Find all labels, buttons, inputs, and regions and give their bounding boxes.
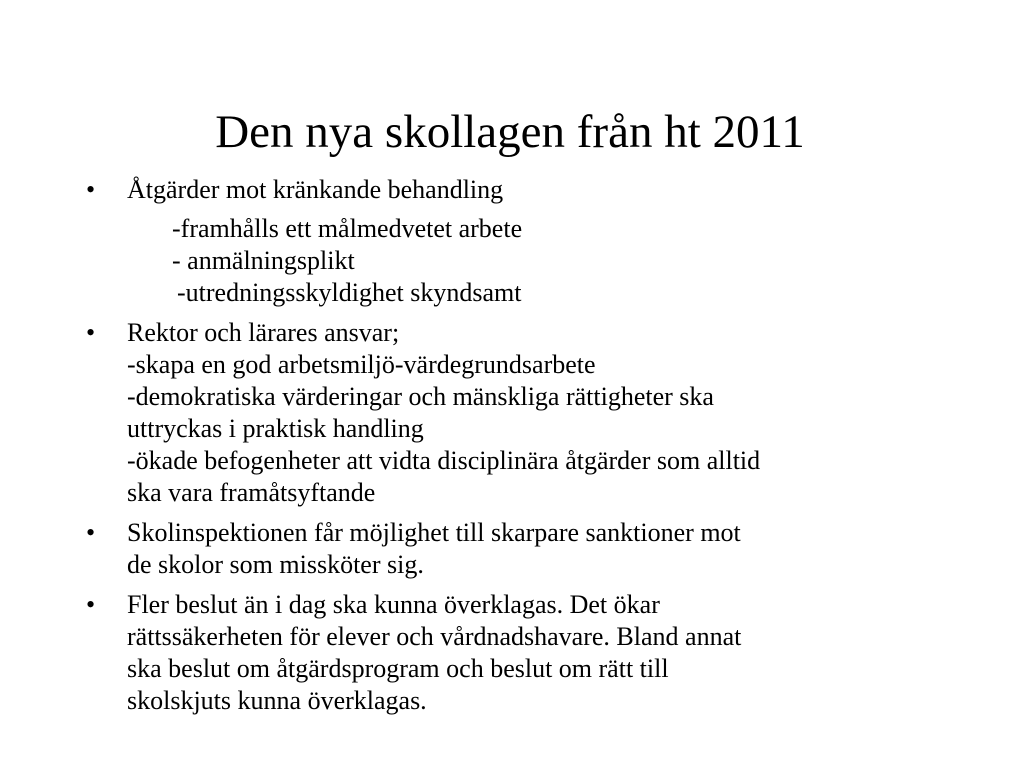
bullet-line: -demokratiska värderingar och mänskliga rättigheter ska xyxy=(127,382,714,411)
bullet-line: ska beslut om åtgärdsprogram och beslut om rätt till xyxy=(127,654,669,683)
bullet-line: -ökade befogenheter att vidta disciplinära åtgärder som alltid xyxy=(127,446,761,475)
bullet-line: uttryckas i praktisk handling xyxy=(127,414,424,443)
bullet-line: Fler beslut än i dag ska kunna överklagas. Det ökar xyxy=(127,590,660,619)
bullet-dot-icon: • xyxy=(86,518,96,547)
bullet-item-overklagas xyxy=(86,589,946,717)
bullet-line: -skapa en god arbetsmiljö-värdegrundsarbete xyxy=(127,350,596,379)
sub-line: -framhålls ett målmedvetet arbete xyxy=(172,214,523,243)
sub-line: - anmälningsplikt xyxy=(172,246,355,275)
bullet-dot-icon: • xyxy=(86,590,96,619)
bullet-dot-icon: • xyxy=(86,318,96,347)
bullet-line: ska vara framåtsyftande xyxy=(127,478,376,507)
bullet-item-rektor xyxy=(86,317,946,509)
bullet-item-skolinspektionen xyxy=(86,517,946,581)
sub-line: -utredningsskyldighet skyndsamt xyxy=(177,278,522,307)
bullet-line: skolskjuts kunna överklagas. xyxy=(127,686,427,715)
bullet-line: de skolor som missköter sig. xyxy=(127,550,424,579)
bullet-line: Rektor och lärares ansvar; xyxy=(127,318,400,347)
bullet-text xyxy=(127,517,946,581)
bullet-text xyxy=(127,174,946,309)
bullet-line: rättssäkerheten för elever och vårdnadshavare. Bland annat xyxy=(127,622,742,651)
bullet-line: Skolinspektionen får möjlighet till skarpare sanktioner mot xyxy=(127,518,741,547)
slide-title: Den nya skollagen från ht 2011 xyxy=(215,106,805,158)
bullet-list xyxy=(86,174,946,725)
bullet-line: Åtgärder mot kränkande behandling xyxy=(127,175,504,204)
bullet-item-atgarder xyxy=(86,174,946,309)
sub-list xyxy=(127,206,946,309)
bullet-text xyxy=(127,589,946,717)
bullet-text xyxy=(127,317,946,509)
bullet-dot-icon: • xyxy=(86,175,96,204)
